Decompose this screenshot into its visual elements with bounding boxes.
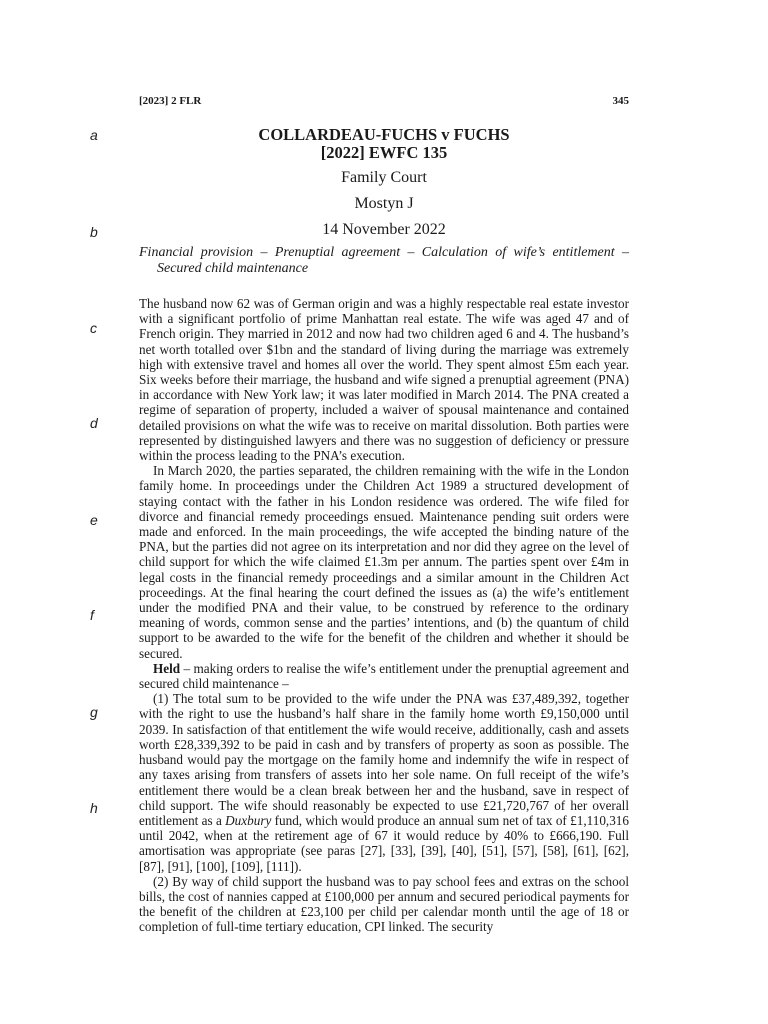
- held-point-1: [139, 691, 629, 873]
- held-paragraph: [139, 661, 629, 691]
- held-text: – making orders to realise the wife’s entitlement under the prenuptial agreement and secured child maintenance –: [139, 660, 629, 692]
- headnote: [139, 296, 629, 935]
- margin-letter-f: f: [90, 607, 94, 623]
- case-title: [139, 126, 629, 162]
- held-point-2: [139, 874, 629, 935]
- held-point-text: (2) By way of child support the husband was to pay school fees and extras on the school bills, the cost of nannies capped at £100,000 per annum and secured periodical payments for the benefit of the children at £23,100 per child per calendar month until the age of 18 or completion of full-time tertiary education, CPI linked. The security: [139, 873, 629, 935]
- court-name: Family Court: [341, 169, 427, 186]
- margin-letter-c: c: [90, 320, 97, 336]
- headnote-paragraph: In March 2020, the parties separated, the children remaining with the wife in the London family home. In proceedings under the Children Act 1989 a structured development of staying contact with the father in his London residence was ordered. The wife filed for divorce and financial remedy proceedings ensued. Maintenance pending suit orders were made and enforced. In the main proceedings, the wife accepted the binding nature of the PNA, but the parties did not agree on its interpretation and nor did they agree on the level of child support for which the wife claimed £1.3m per annum. The parties spent over £4m in legal costs in the financial remedy proceedings and a similar amount in the Children Act proceedings. At the final hearing the court defined the issues as (a) the wife’s entitlement under the modified PNA and their value, to be construed by reference to the ordinary meaning of words, common sense and the parties’ intentions, and (b) the quantum of child support to be awarded to the wife for the benefit of the children and whether it should be secured.: [139, 463, 629, 661]
- margin-letter-a: a: [90, 127, 98, 143]
- held-point-text: (1) The total sum to be provided to the wife under the PNA was £37,489,392, together with the right to use the husband’s half share in the family home worth £9,150,000 until 2039. In satisfaction of that entitlement the wife would receive, additionally, cash and assets worth £28,339,392 to be paid in cash and by transfers of property as soon as possible. The husband would pay the mortgage on the family home and indemnify the wife in respect of any taxes arising from transfers of assets into her sole name. On full receipt of the wife’s entitlement there would be a clean break between her and the husband, save in respect of child support. The wife should reasonably be expected to use £21,720,767 of her overall entitlement as a: [139, 691, 629, 828]
- margin-letter-h: h: [90, 800, 98, 816]
- judge-name: Mostyn J: [354, 195, 414, 212]
- page-content: [139, 126, 629, 935]
- held-point-text: fund, which would produce an annual sum net of tax of £1,110,316 until 2042, when at the retirement age of 67 it would reduce by 40% to £666,190. Full amortisation was appropriate (see paras [27], [33], [39], [40], [51], [57], [58], [61], [62], [87], [91], [100], [109], [111]).: [139, 812, 629, 874]
- headnote-paragraph: The husband now 62 was of German origin and was a highly respectable real estate investor with a significant portfolio of prime Manhattan real estate. The wife was aged 47 and of French origin. They married in 2012 and now had two children aged 6 and 4. The husband’s net worth totalled over $1bn and the standard of living during the marriage was extremely high with extensive travel and homes all over the world. They spent almost £5m each year. Six weeks before their marriage, the husband and wife signed a prenuptial agreement (PNA) in accordance with New York law; it was later modified in March 2014. The PNA created a regime of separation of property, included a waiver of spousal maintenance and contained detailed provisions on what the wife was to receive on marital dissolution. Both parties were represented by distinguished lawyers and there was no suggestion of deficiency or pressure within the process leading to the PNA’s execution.: [139, 296, 629, 464]
- page-number: 345: [612, 95, 629, 107]
- margin-letter-g: g: [90, 704, 98, 720]
- judgment-date: 14 November 2022: [322, 221, 446, 238]
- margin-letter-e: e: [90, 512, 98, 528]
- margin-letter-d: d: [90, 415, 98, 431]
- held-label: Held: [153, 660, 181, 676]
- neutral-citation: [2022] EWFC 135: [320, 143, 448, 162]
- case-name: COLLARDEAU-FUCHS v FUCHS: [258, 125, 510, 144]
- report-citation: [2023] 2 FLR: [139, 95, 202, 107]
- margin-letter-b: b: [90, 224, 98, 240]
- duxbury-term: Duxbury: [225, 812, 272, 828]
- catchwords: Financial provision – Prenuptial agreement – Calculation of wife’s entitlement – Secured child maintenance: [139, 245, 629, 276]
